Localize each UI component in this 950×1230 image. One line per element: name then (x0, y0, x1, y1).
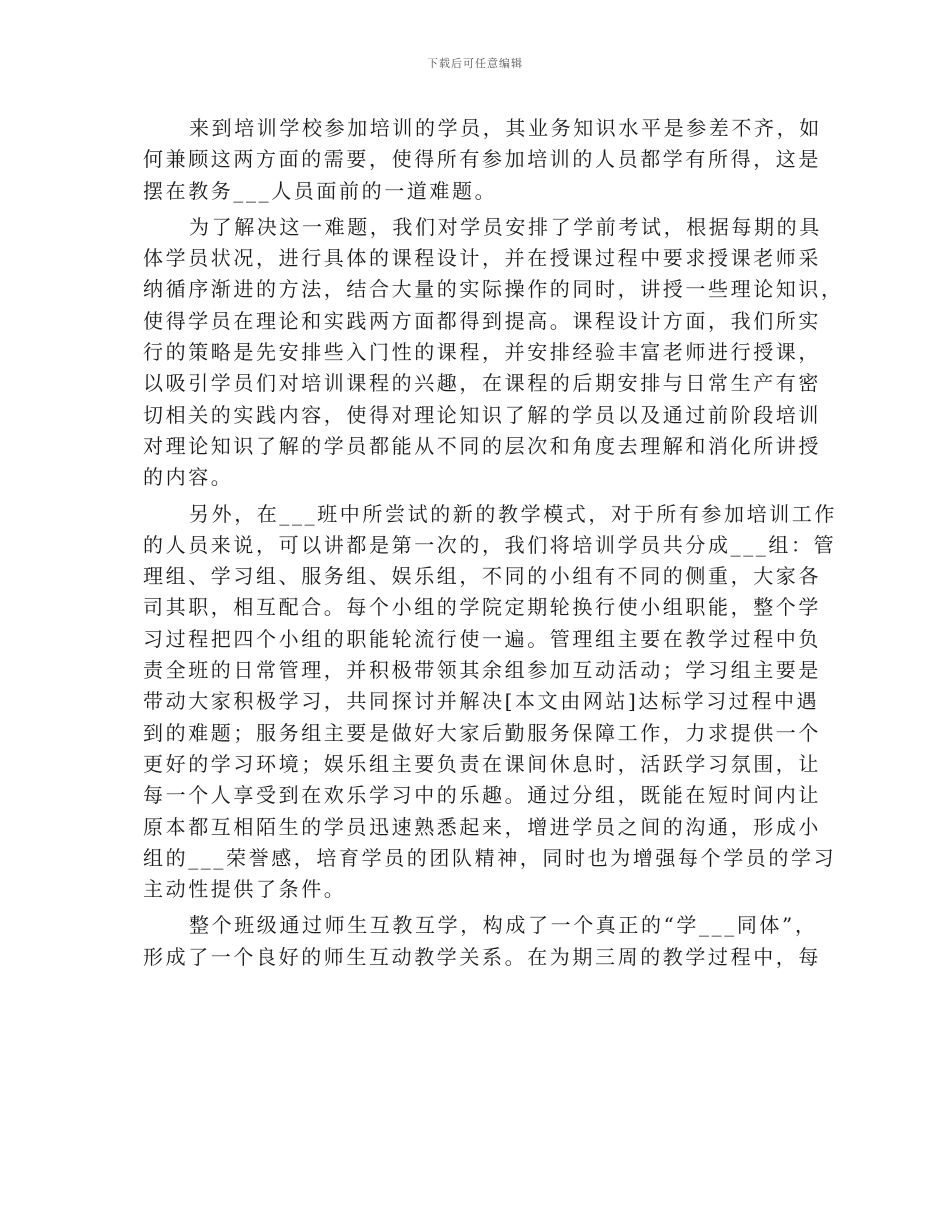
text-line: 形成了一个良好的师生互动教学关系。在为期三周的教学过程中，每 (143, 944, 821, 969)
text-line: 整个班级通过师生互教互学，构成了一个真正的“学___同体”， (189, 913, 818, 938)
text-line: 更好的学习环境；娱乐组主要负责在课间休息时，活跃学习氛围，让 (143, 751, 821, 776)
paragraph-4 (143, 910, 821, 973)
text-line: 每一个人享受到在欢乐学习中的乐趣。通过分组，既能在短时间内让 (143, 783, 821, 808)
text-line: 理组、学习组、服务组、娱乐组，不同的小组有不同的侧重，大家各 (143, 564, 821, 589)
text-line: 行的策略是先安排些入门性的课程，并安排经验丰富老师进行授课， (143, 340, 821, 365)
document-body (143, 113, 844, 973)
text-line: 对理论知识了解的学员都能从不同的层次和角度去理解和消化所讲授 (143, 433, 821, 458)
text-line: 司其职，相互配合。每个小组的学院定期轮换行使小组职能，整个学 (143, 595, 821, 620)
text-line: 责全班的日常管理，并积极带领其余组参加互动活动；学习组主要是 (143, 658, 821, 683)
text-line: 切相关的实践内容，使得对理论知识了解的学员以及通过前阶段培训 (143, 402, 821, 427)
text-line: 为了解决这一难题，我们对学员安排了学前考试，根据每期的具 (189, 214, 822, 239)
page-header: 下载后可任意编辑 (427, 57, 523, 70)
text-line: 另外，在___班中所尝试的新的教学模式，对于所有参加培训工作 (189, 501, 837, 526)
text-line: 的内容。 (143, 465, 234, 490)
text-line: 使得学员在理论和实践两方面都得到提高。课程设计方面，我们所实 (143, 308, 821, 333)
text-line: 何兼顾这两方面的需要，使得所有参加培训的人员都学有所得，这是 (143, 147, 821, 172)
text-line: 的人员来说，可以讲都是第一次的，我们将培训学员共分成___组：管 (143, 532, 837, 557)
text-line: 体学员状况，进行具体的课程设计，并在授课过程中要求授课老师采 (143, 246, 821, 271)
text-line: 原本都互相陌生的学员迅速熟悉起来，增进学员之间的沟通，形成小 (143, 814, 821, 839)
text-line: 带动大家积极学习，共同探讨并解决[本文由网站]达标学习过程中遇 (143, 689, 820, 714)
text-line: 主动性提供了条件。 (143, 877, 347, 902)
text-line: 来到培训学校参加培训的学员，其业务知识水平是参差不齐，如 (189, 116, 822, 140)
text-line: 纳循序渐进的方法，结合大量的实际操作的同时，讲授一些理论知识， (143, 277, 844, 302)
text-line: 习过程把四个小组的职能轮流行使一遍。管理组主要在教学过程中负 (143, 626, 821, 651)
text-line: 到的难题；服务组主要是做好大家后勤服务保障工作，力求提供一个 (143, 720, 821, 745)
text-line: 以吸引学员们对培训课程的兴趣，在课程的后期安排与日常生产有密 (143, 371, 821, 396)
paragraph-2 (143, 212, 844, 494)
text-line: 摆在教务___人员面前的一道难题。 (143, 178, 498, 203)
paragraph-3 (143, 499, 837, 906)
paragraph-1 (143, 113, 822, 207)
text-line: 组的___荣誉感，培育学员的团队精神，同时也为增强每个学员的学习 (143, 845, 837, 870)
